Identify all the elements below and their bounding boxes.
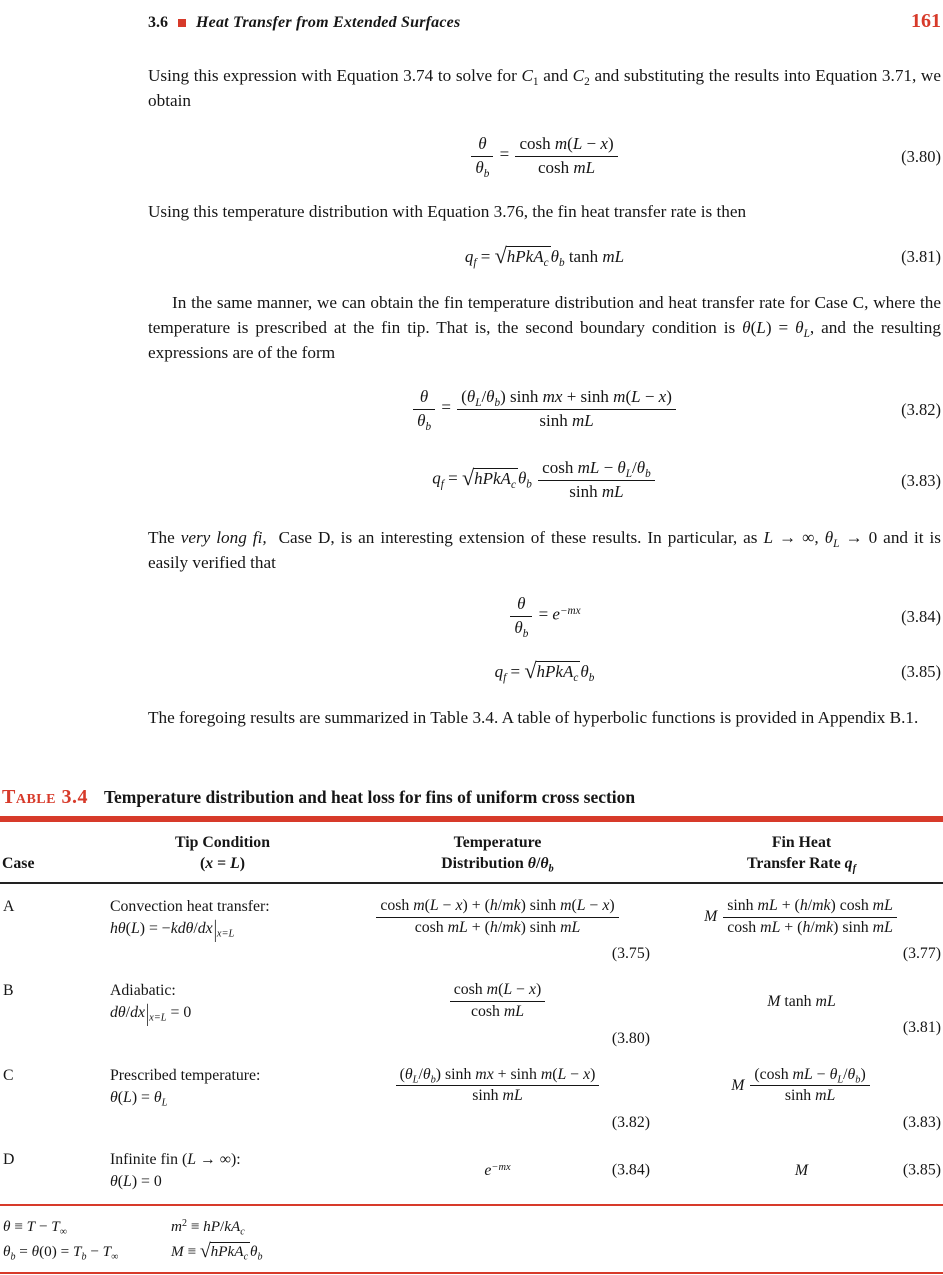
equation-body: $\frac{\theta}{\theta_b}$ = $e^{-mx}$ <box>508 593 580 638</box>
equation-number: (3.85) <box>902 1161 941 1179</box>
equation-body: M $\frac{(\cosh mL - \theta_L/\theta_b)}{\text{sinh mL}}$ <box>731 1065 872 1107</box>
paragraph-heat-rate: Using this temperature distribution with Equation 3.76, the fin heat transfer rate is then <box>148 202 747 221</box>
case-letter: B <box>3 982 14 1000</box>
fin-heat-rate-cell <box>660 1149 943 1192</box>
header-line: Tip Condition <box>175 834 270 851</box>
paragraph-case-c: In the same manner, we can obtain the fin temperature distribution and heat transfer rate for Case C, where the temperature is prescribed at the fin tip. That is, the second boundary condition is $\theta(L) = \theta_L$, and the resulting expressions are of the form <box>148 293 941 362</box>
equation-3-83 <box>148 451 941 509</box>
footnote-M-definition: M ≡ √hPkA$_c$ $\theta_b$ <box>171 1239 263 1263</box>
equation-3-85 <box>148 653 941 689</box>
tip-condition-cell <box>110 1065 335 1133</box>
temperature-distribution-cell <box>335 1149 660 1192</box>
header-line: Temperature <box>453 834 542 851</box>
tip-condition-label: Convection heat transfer: <box>110 898 270 915</box>
equation-number: (3.84) <box>901 606 941 626</box>
equation-number: (3.75) <box>611 945 650 963</box>
equation-number: (3.80) <box>611 1029 650 1047</box>
tip-condition-cell <box>110 1149 335 1192</box>
table-row-case-b <box>0 972 943 1056</box>
equation-body: $e^{-mx}$ <box>484 1161 511 1179</box>
footnote-theta-definition: $\theta \equiv T - T_\infty$ <box>3 1217 67 1238</box>
case-letter: C <box>3 1066 14 1084</box>
case-letter: A <box>3 898 15 915</box>
table-label: Table 3.4 <box>2 786 88 808</box>
header-line: (x = L) <box>200 855 245 872</box>
temperature-distribution-cell <box>335 1065 660 1133</box>
equation-number: (3.85) <box>901 661 941 681</box>
paragraph-intro: Using this expression with Equation 3.74 to solve for $C_1$ and $C_2$ and substituting the results into Equation 3.71, we obtain <box>148 66 941 110</box>
paragraph-case-d: The very long fi, Case D, is an interesting extension of these results. In particular, as L → ∞, $\theta_L \to 0$ and it is easily verified that <box>148 528 941 572</box>
equation-3-82 <box>148 381 941 437</box>
tip-condition-math: $d\theta/dx|_{x=L} = 0$ <box>110 1001 192 1028</box>
equation-body: M tanh mL <box>767 992 836 1010</box>
fin-heat-rate-cell <box>660 896 943 964</box>
equation-3-84 <box>148 589 941 643</box>
equation-body: $q_f$ = √hPkA$_c$ $\theta_b$ tanh mL <box>464 243 625 269</box>
temperature-distribution-cell <box>335 896 660 964</box>
table-title: Temperature distribution and heat loss for fins of uniform cross section <box>103 787 636 807</box>
table-caption <box>0 786 943 809</box>
tip-condition-math: $h\theta(L) = -kd\theta/dx|_{x=L}$ <box>110 916 235 944</box>
table-header-row <box>0 822 943 882</box>
table-row-case-d <box>0 1141 943 1204</box>
case-letter: D <box>3 1150 15 1168</box>
equation-body: $\frac{\theta}{\theta_b}$ = $\frac{\text{cosh m(L − x)}}{\text{cosh mL}}$ <box>469 133 619 178</box>
section-heading <box>148 14 460 32</box>
footnote-theta-b-definition: $\theta_b = \theta(0) = T_b - T_\infty$ <box>3 1242 119 1263</box>
column-header-case: Case <box>2 855 35 872</box>
column-header-fin-heat-rate <box>660 832 943 874</box>
fin-heat-rate-cell <box>660 1065 943 1133</box>
equation-body: M <box>794 1161 809 1179</box>
equation-body: $q_f$ = √hPkA$_c$ $\theta_b$ $\frac{\cosh mL - \theta_L/\theta_b}{\text{sinh mL}}$ <box>432 457 656 502</box>
section-marker-icon <box>178 19 186 27</box>
tip-condition-label: Infinite fin (L → ∞): <box>110 1150 241 1168</box>
equation-number: (3.77) <box>902 945 941 963</box>
section-title: Heat Transfer from Extended Surfaces <box>196 14 461 31</box>
equation-body: $q_f$ = √hPkA$_c$ $\theta_b$ <box>494 658 595 684</box>
header-line: Fin Heat <box>771 834 832 851</box>
equation-number: (3.81) <box>901 246 941 266</box>
equation-body: $\frac{\text{cosh m(L − x) + (h/mk) sinh m(L − x)}}{\text{cosh mL + (h/mk) sinh mL}}$ <box>374 896 620 938</box>
equation-number: (3.84) <box>611 1161 650 1179</box>
equation-number: (3.83) <box>902 1113 941 1131</box>
header-line: Transfer Rate $q_f$ <box>746 855 857 875</box>
table-3-4 <box>0 786 943 1274</box>
tip-condition-label: Adiabatic: <box>110 982 176 1000</box>
equation-3-80 <box>148 129 941 183</box>
table-footnotes <box>0 1206 943 1272</box>
table-row-case-c <box>0 1057 943 1141</box>
tip-condition-math: $\theta(L) = \theta_L$ <box>110 1088 168 1109</box>
red-rule-bottom <box>0 1272 943 1274</box>
equation-body: $\frac{(\theta_L/\theta_b) \sinh mx + \sinh m(L - x)}{\text{sinh mL}}$ <box>394 1065 602 1107</box>
header-line: Distribution $\theta/\theta_b$ <box>441 855 554 875</box>
temperature-distribution-cell <box>335 980 660 1048</box>
tip-condition-cell <box>110 896 335 964</box>
footnote-m-definition: $m^2 \equiv hP/kA_c$ <box>171 1217 245 1238</box>
equation-number: (3.82) <box>901 399 941 419</box>
page-number: 161 <box>911 10 941 32</box>
tip-condition-cell <box>110 980 335 1048</box>
equation-number: (3.83) <box>901 470 941 490</box>
equation-body: $\frac{\theta}{\theta_b}$ = $\frac{(\theta_L/\theta_b) \sinh mx + \sinh m(L - x)}{\text{sinh mL}}$ <box>411 386 678 431</box>
equation-body: $\frac{\text{cosh m(L − x)}}{\text{cosh mL}}$ <box>448 980 547 1022</box>
tip-condition-label: Prescribed temperature: <box>110 1066 261 1084</box>
running-head <box>0 0 943 33</box>
paragraph-summary: The foregoing results are summarized in Table 3.4. A table of hyperbolic functions is provided in Appendix B.1. <box>148 708 919 727</box>
equation-number: (3.81) <box>902 1018 941 1036</box>
equation-number: (3.82) <box>611 1113 650 1131</box>
fin-heat-rate-cell <box>660 980 943 1048</box>
main-text-column <box>148 63 941 730</box>
column-header-tip-condition <box>110 832 335 874</box>
equation-3-81 <box>148 238 941 274</box>
table-row-case-a <box>0 884 943 972</box>
section-number: 3.6 <box>148 14 168 31</box>
column-header-temperature-distribution <box>335 832 660 874</box>
equation-number: (3.80) <box>901 146 941 166</box>
tip-condition-math: θ(L) = 0 <box>110 1172 162 1190</box>
equation-body: M $\frac{\text{sinh mL + (h/mk) cosh mL}}{\text{cosh mL + (h/mk) sinh mL}}$ <box>704 896 899 938</box>
